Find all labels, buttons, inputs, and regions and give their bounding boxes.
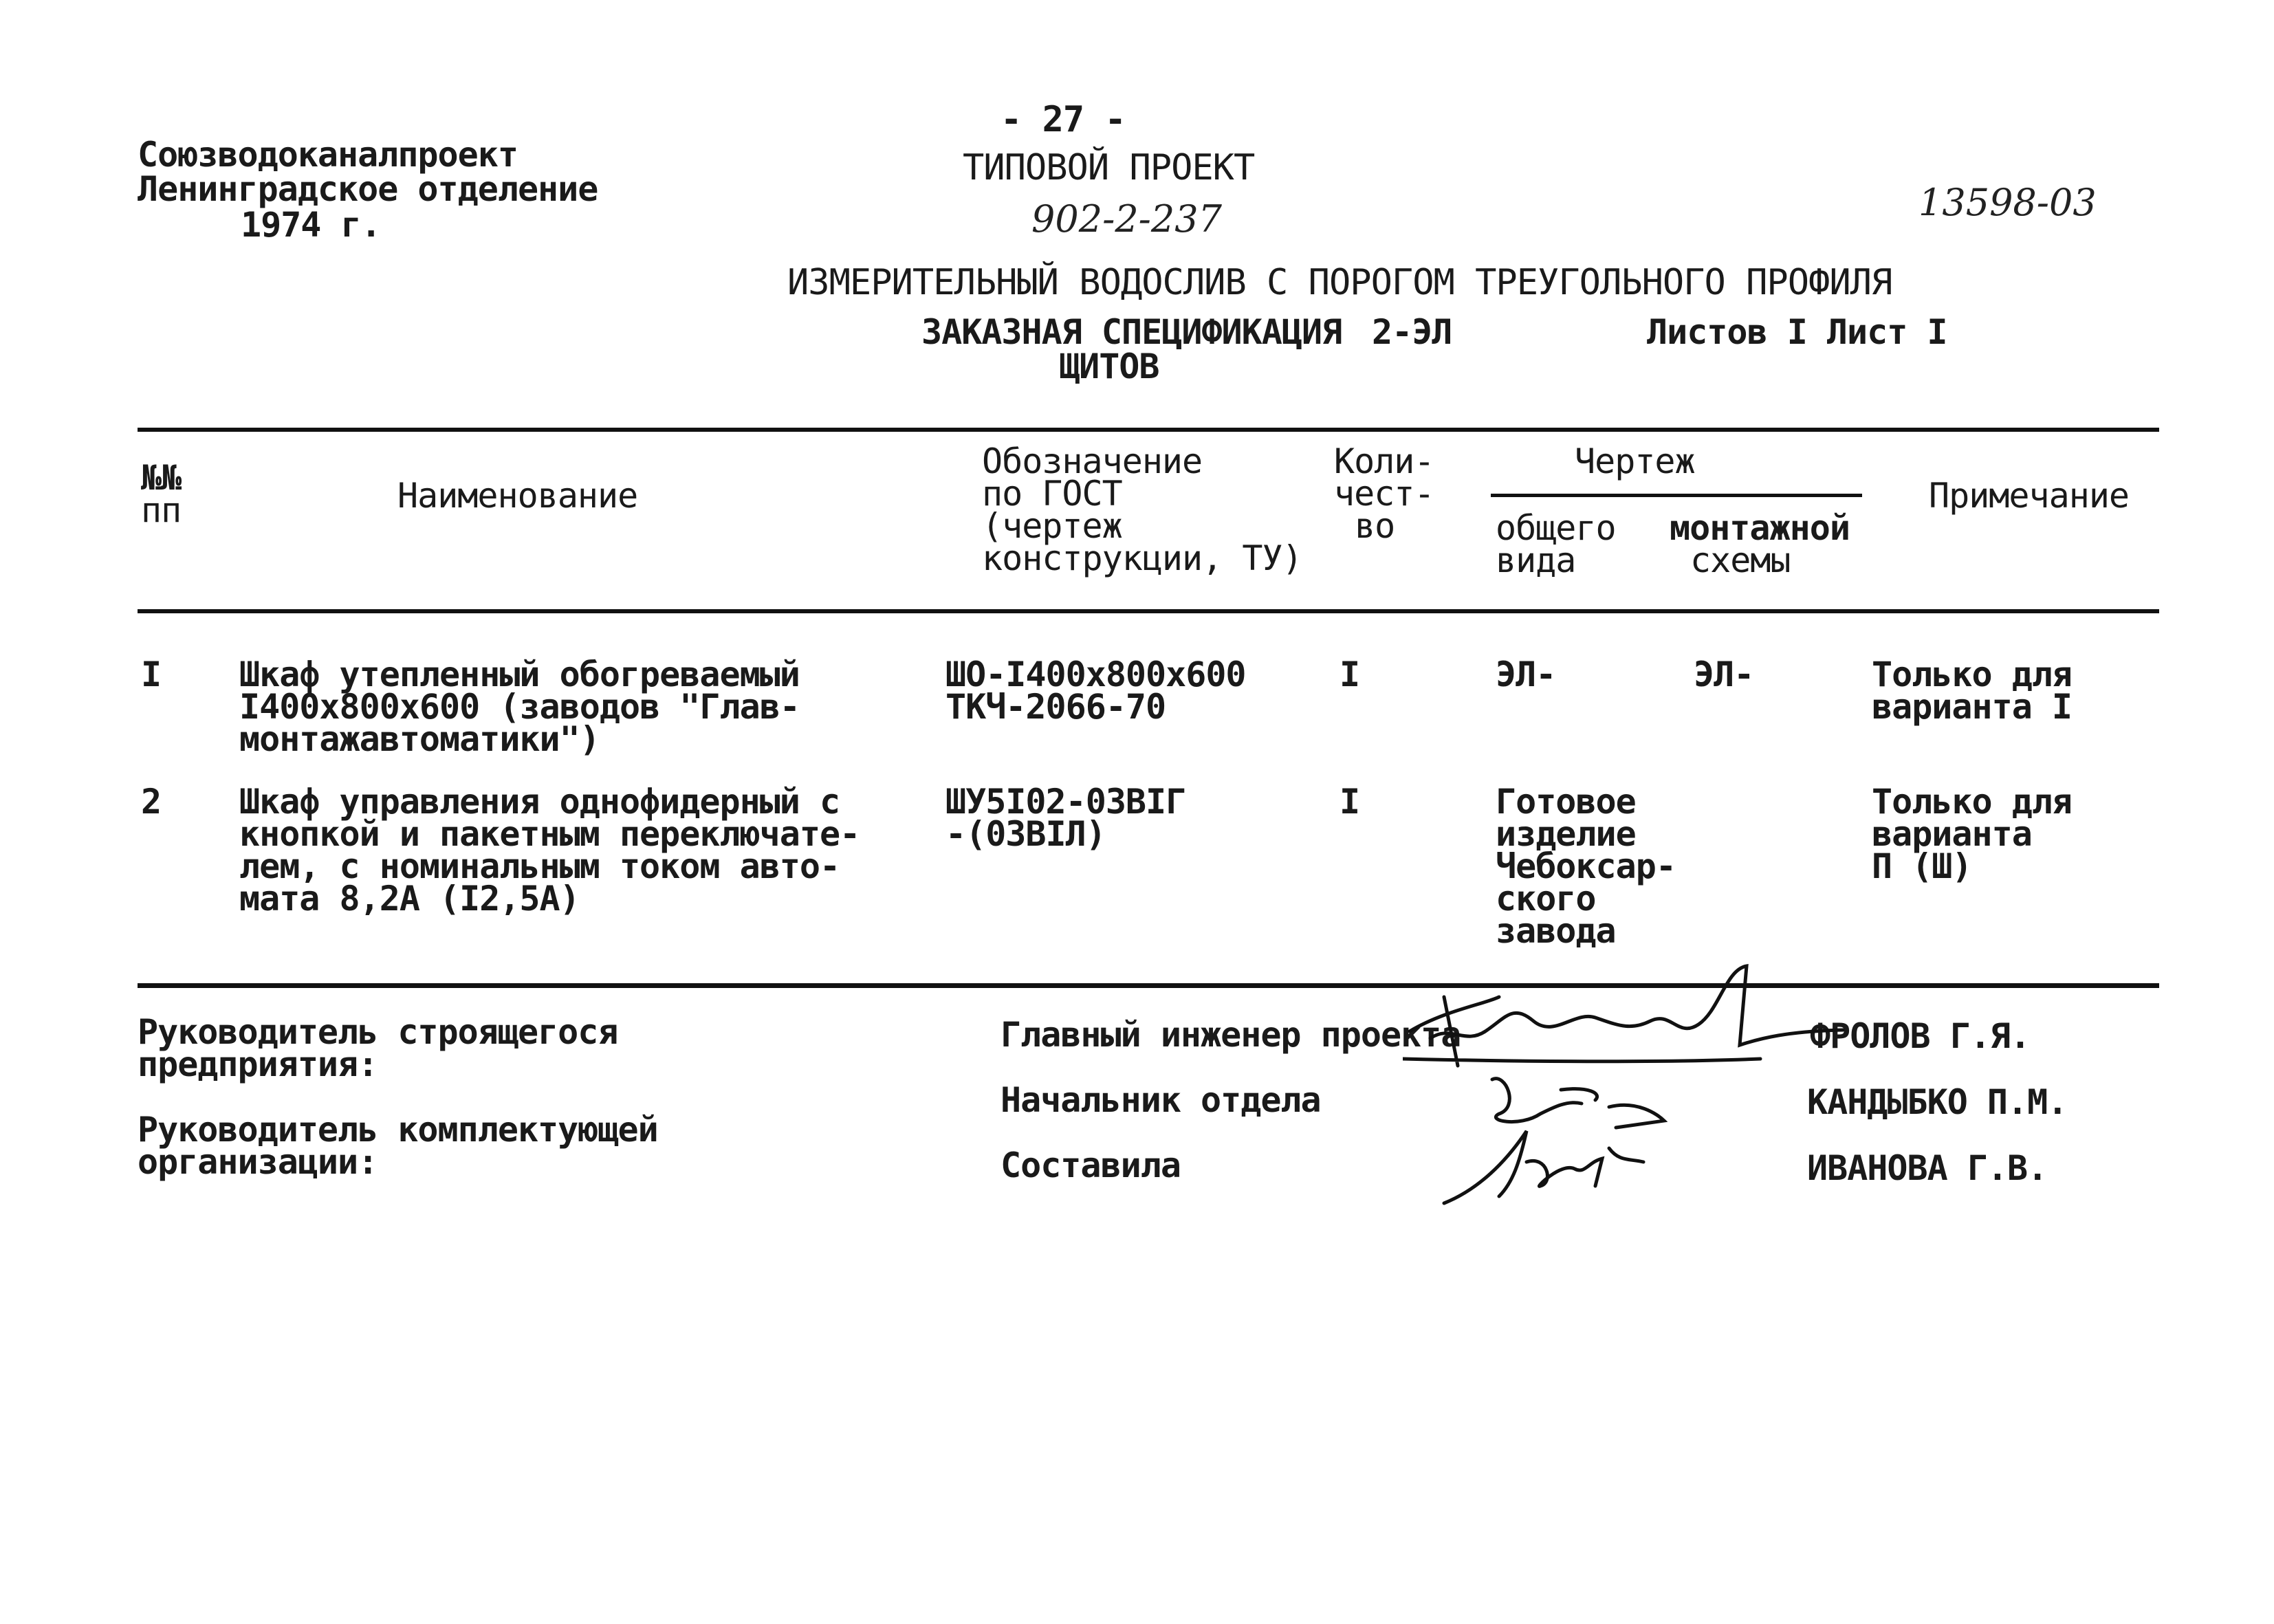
col-header-name <box>397 476 638 516</box>
row-general-line: завода <box>1496 911 1616 951</box>
col-header-note-label: Примечание <box>1929 476 2130 516</box>
builder-manager-label: Руководитель строящегося предприятия: <box>138 1012 618 1084</box>
row-name-line: Шкаф управления однофидерный с <box>239 782 840 822</box>
col-header-general-line1: общего <box>1496 508 1616 548</box>
row-name-line: I400x800x600 (заводов "Глав- <box>239 687 800 727</box>
chief-engineer-signature <box>1403 956 1857 1073</box>
col-header-name-label: Наименование <box>397 476 638 516</box>
row-name-line: кнопкой и пакетным переключате- <box>239 814 860 854</box>
header-bottom-rule <box>138 609 2159 613</box>
row-note-line: Только для <box>1872 782 2073 822</box>
row-general-view: ЭЛ- <box>1496 655 1556 694</box>
col-header-quantity <box>1334 441 1434 546</box>
spec-subtitle: ЩИТОВ <box>1059 347 1159 386</box>
compiled-by-signature <box>1437 1121 1671 1210</box>
col-header-mount-line2: схемы <box>1690 540 1791 580</box>
org-year: 1974 г. <box>241 205 381 245</box>
col-header-gost-line1: Обозначение <box>982 441 1203 481</box>
row-name <box>239 782 860 919</box>
row-general-line: Чебоксар- <box>1496 846 1676 886</box>
col-header-gost <box>982 441 1302 578</box>
col-header-gost-line3: (чертеж <box>982 506 1122 546</box>
col-header-mount-line1: монтажной <box>1670 508 1850 548</box>
row-number: I <box>141 655 162 694</box>
document-title: ИЗМЕРИТЕЛЬНЫЙ ВОДОСЛИВ С ПОРОГОМ ТРЕУГОЛЬНОГО ПРОФИЛЯ <box>787 262 1892 303</box>
row-general-line: изделие <box>1496 814 1636 854</box>
sheet-count: Листов I Лист I <box>1647 312 1947 352</box>
row-quantity: I <box>1340 655 1360 694</box>
row-gost-line: -(03ВIЛ) <box>945 814 1106 854</box>
row-name-line: лем, с номинальным током авто- <box>239 846 840 886</box>
row-note-line: варианта I <box>1872 687 2073 727</box>
project-number: 902-2-237 <box>1031 197 1222 241</box>
spec-title: ЗАКАЗНАЯ СПЕЦИФИКАЦИЯ <box>921 312 1342 352</box>
row-gost-line: ТКЧ-2066-70 <box>945 687 1166 727</box>
row-note-line: Только для <box>1872 655 2073 694</box>
row-general-view <box>1496 782 1676 951</box>
table-top-rule <box>138 428 2159 432</box>
col-header-number <box>141 458 182 530</box>
col-header-quantity-line3: во <box>1355 506 1395 546</box>
row-quantity: I <box>1340 782 1360 822</box>
col-header-general-line2: вида <box>1496 540 1576 580</box>
row-number: 2 <box>141 782 162 822</box>
drawing-group-rule <box>1491 494 1862 497</box>
project-type: ТИПОВОЙ ПРОЕКТ <box>963 147 1255 188</box>
col-header-drawing-label: Чертеж <box>1575 441 1695 481</box>
row-gost-line: ШО-I400x800x600 <box>945 655 1246 694</box>
row-name-line: мата 8,2А (I2,5А) <box>239 879 580 919</box>
col-header-general-view <box>1496 508 1616 580</box>
spec-code: 2-ЭЛ <box>1372 312 1452 352</box>
col-header-gost-line2: по ГОСТ <box>982 474 1122 514</box>
org-department: Ленинградское отделение <box>138 169 598 209</box>
col-header-number-line1: №№ <box>141 458 182 498</box>
col-header-drawing <box>1575 441 1695 481</box>
row-general-line: Готовое <box>1496 782 1636 822</box>
department-head-name: КАНДЫБКО П.М. <box>1807 1082 2068 1122</box>
row-general-line: ского <box>1496 879 1596 919</box>
chief-engineer-label: Главный инженер проекта <box>1001 1015 1461 1055</box>
row-gost-line: ШУ5I02-03ВIГ <box>945 782 1186 822</box>
page-number: - 27 - <box>1001 99 1126 140</box>
col-header-mounting <box>1670 508 1850 580</box>
row-name <box>239 655 800 759</box>
col-header-quantity-line2: чест- <box>1334 474 1434 514</box>
col-header-gost-line4: конструкции, ТУ) <box>982 538 1302 578</box>
supplier-manager-label: Руководитель комплектующей организации: <box>138 1110 658 1182</box>
chief-engineer-name: ФРОЛОВ Г.Я. <box>1810 1016 2031 1056</box>
row-note <box>1872 655 2073 727</box>
row-name-line: монтажавтоматики") <box>239 719 600 759</box>
row-gost <box>945 655 1246 727</box>
department-head-label: Начальник отдела <box>1001 1080 1321 1120</box>
row-note-line: П (Ш) <box>1872 846 1972 886</box>
row-note <box>1872 782 2073 886</box>
compiled-by-label: Составила <box>1001 1145 1181 1185</box>
row-name-line: Шкаф утепленный обогреваемый <box>239 655 800 694</box>
row-mounting: ЭЛ- <box>1694 655 1754 694</box>
archive-number: 13598-03 <box>1918 181 2097 224</box>
col-header-number-line2: пп <box>141 490 182 530</box>
org-name: Союзводоканалпроект <box>138 135 518 175</box>
compiled-by-name: ИВАНОВА Г.В. <box>1807 1148 2048 1188</box>
row-gost <box>945 782 1186 854</box>
col-header-note <box>1929 476 2130 516</box>
col-header-quantity-line1: Коли- <box>1334 441 1434 481</box>
row-note-line: варианта <box>1872 814 2032 854</box>
